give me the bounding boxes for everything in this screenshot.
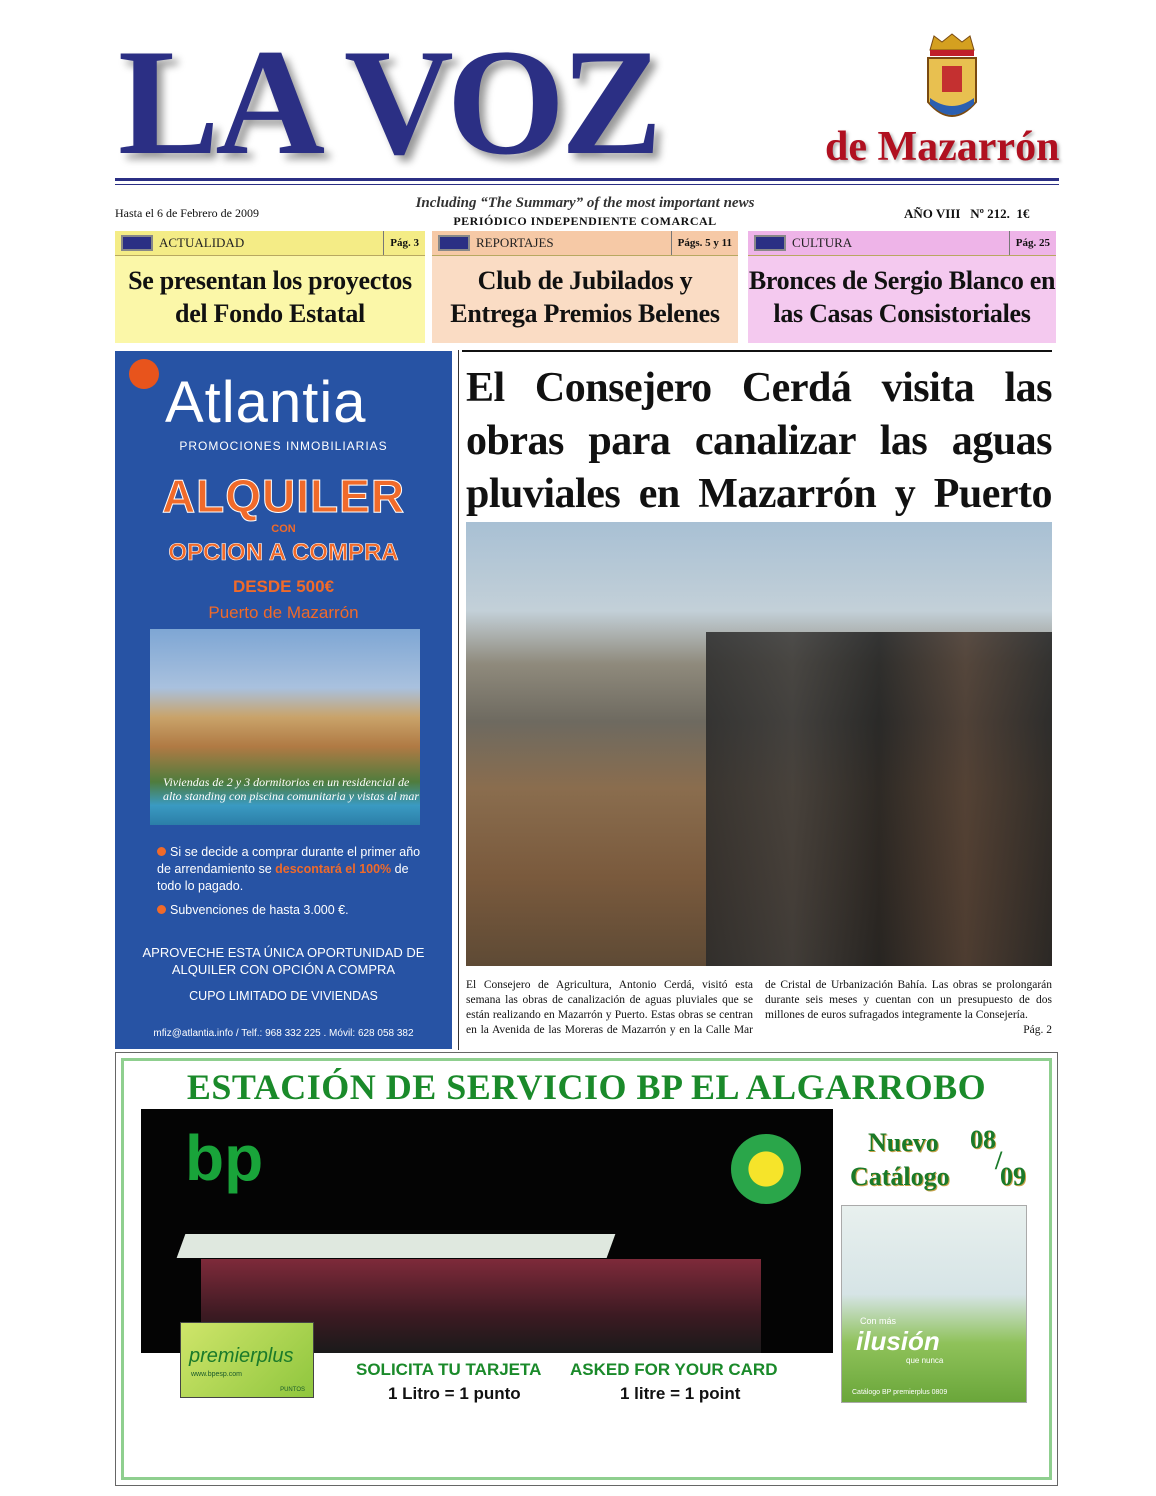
bp-title: ESTACIÓN DE SERVICIO BP EL ALGARROBO <box>186 1067 987 1107</box>
flag-icon <box>438 235 470 251</box>
article-body <box>466 978 1052 1038</box>
masthead-rule <box>115 178 1059 181</box>
card-brand: premierplus <box>189 1345 294 1367</box>
section-reportajes[interactable] <box>432 231 738 343</box>
atlantia-logo-icon <box>129 359 159 389</box>
premierplus-card <box>180 1322 314 1398</box>
bullet-icon <box>157 847 166 856</box>
atlantia-con: CON <box>271 523 296 535</box>
catalog-cover <box>841 1205 1027 1403</box>
section-page: Pág. 25 <box>1009 231 1056 255</box>
bp-asked: ASKED FOR YOUR CARD <box>570 1360 778 1379</box>
tagline <box>330 195 840 229</box>
catalog-que: que nunca <box>906 1356 944 1365</box>
issue-date: Hasta el 6 de Febrero de 2009 <box>115 206 259 220</box>
atlantia-description: Viviendas de 2 y 3 dormitorios en un residencial de alto standing con piscina comunitaria y vistas al mar <box>163 775 419 803</box>
catalog-year-08: 08 <box>970 1125 996 1154</box>
article-text: El Consejero de Agricultura, Antonio Cerdá, visitó esta semana las obras de canalización de aguas pluviales que se están realizando en Mazarrón y Puerto. Estas obras se centran en la Avenida de las Moreras de Mazarrón y en la Calle Mar de Cristal de Urbanización Bahía. Las obras se prolongarán durante seis meses y cuentan con un presupuesto de dos millones de euros sufragados integramente la Consejería. <box>466 979 1052 1036</box>
card-points: PUNTOS <box>280 1387 305 1393</box>
atlantia-bullet-1 <box>157 844 427 895</box>
section-headline[interactable]: Club de Jubilados y Entrega Premios Belenes <box>450 266 720 328</box>
tagline-spanish: PERIÓDICO INDEPENDIENTE COMARCAL <box>453 214 717 228</box>
section-bar <box>748 231 1056 256</box>
photo-people <box>706 632 1052 966</box>
atlantia-price: DESDE 500€ <box>232 577 335 596</box>
masthead-title: LA VOZ <box>118 18 659 186</box>
section-headline[interactable]: Se presentan los proyectos del Fondo Estatal <box>128 266 412 328</box>
section-cultura[interactable] <box>748 231 1056 343</box>
section-headline[interactable]: Bronces de Sergio Blanco en las Casas Consistoriales <box>748 266 1056 328</box>
atlantia-headline: ALQUILER <box>161 470 406 522</box>
bullet-text: Si se decide a comprar durante el primer año de arrendamiento se <box>157 845 421 876</box>
tagline-english: Including “The Summary” of the most important news <box>415 195 755 211</box>
bp-station-photo <box>141 1109 833 1353</box>
bullet-text: Subvenciones de hasta 3.000 €. <box>170 903 349 917</box>
atlantia-place: Puerto de Mazarrón <box>208 603 359 622</box>
catalog-ilusion: ilusión <box>856 1326 940 1356</box>
section-label: REPORTAJES <box>476 235 554 250</box>
bullet-highlight: descontará el 100% <box>275 862 392 876</box>
section-bar <box>115 231 425 256</box>
bullet-text-end: de todo lo pagado. <box>157 862 409 893</box>
masthead-rule-thin <box>115 184 1059 185</box>
bp-litro-en: 1 litre = 1 point <box>620 1384 741 1403</box>
section-label: ACTUALIDAD <box>159 235 245 250</box>
atlantia-option: OPCION A COMPRA <box>168 539 399 566</box>
catalog-con: Con más <box>860 1316 897 1326</box>
bullet-icon <box>157 905 166 914</box>
catalog-label: Catálogo <box>850 1162 950 1191</box>
card-url: www.bpesp.com <box>191 1371 242 1378</box>
atlantia-cta: APROVECHE ESTA ÚNICA OPORTUNIDAD DE ALQUILER CON OPCIÓN A COMPRA <box>142 945 425 977</box>
bp-litro-es: 1 Litro = 1 punto <box>388 1384 521 1403</box>
coat-of-arms-icon <box>916 32 988 132</box>
catalog-year-09: 09 <box>1000 1162 1026 1191</box>
catalog-nuevo: Nuevo <box>868 1128 939 1157</box>
atlantia-bullet-2 <box>157 903 427 917</box>
article-headline[interactable]: El Consejero Cerdá visita las obras para canalizar las aguas pluviales en Mazarrón y Puerto <box>466 365 1052 517</box>
ad-atlantia[interactable] <box>115 351 452 1049</box>
article-top-rule <box>462 350 1052 352</box>
bp-helios-icon <box>731 1134 801 1204</box>
section-bar <box>432 231 738 256</box>
atlantia-brand: Atlantia <box>165 370 367 435</box>
section-page: Págs. 5 y 11 <box>671 231 738 255</box>
atlantia-limit: CUPO LIMITADO DE VIVIENDAS <box>189 989 378 1003</box>
flag-icon <box>754 235 786 251</box>
catalog-slash: / <box>995 1146 1003 1175</box>
atlantia-tagline: PROMOCIONES INMOBILIARIAS <box>179 439 388 453</box>
section-page: Pág. 3 <box>383 231 425 255</box>
article-page-ref[interactable]: Pág. 2 <box>1023 1024 1052 1036</box>
section-actualidad[interactable] <box>115 231 425 343</box>
flag-icon <box>121 235 153 251</box>
canopy <box>177 1234 616 1258</box>
bp-logo: bp <box>185 1122 264 1194</box>
catalog-foot: Catálogo BP premierplus 0809 <box>852 1389 948 1396</box>
section-label: CULTURA <box>792 235 853 250</box>
article-photo <box>466 522 1052 966</box>
masthead-subtitle: de Mazarrón <box>825 124 1060 170</box>
bp-solicita: SOLICITA TU TARJETA <box>356 1360 542 1379</box>
article-divider <box>458 350 459 1050</box>
issue-number: AÑO VIII Nº 212. 1€ <box>904 206 1030 221</box>
atlantia-contact[interactable]: mfiz@atlantia.info / Telf.: 968 332 225 . Móvil: 628 058 382 <box>153 1028 414 1039</box>
